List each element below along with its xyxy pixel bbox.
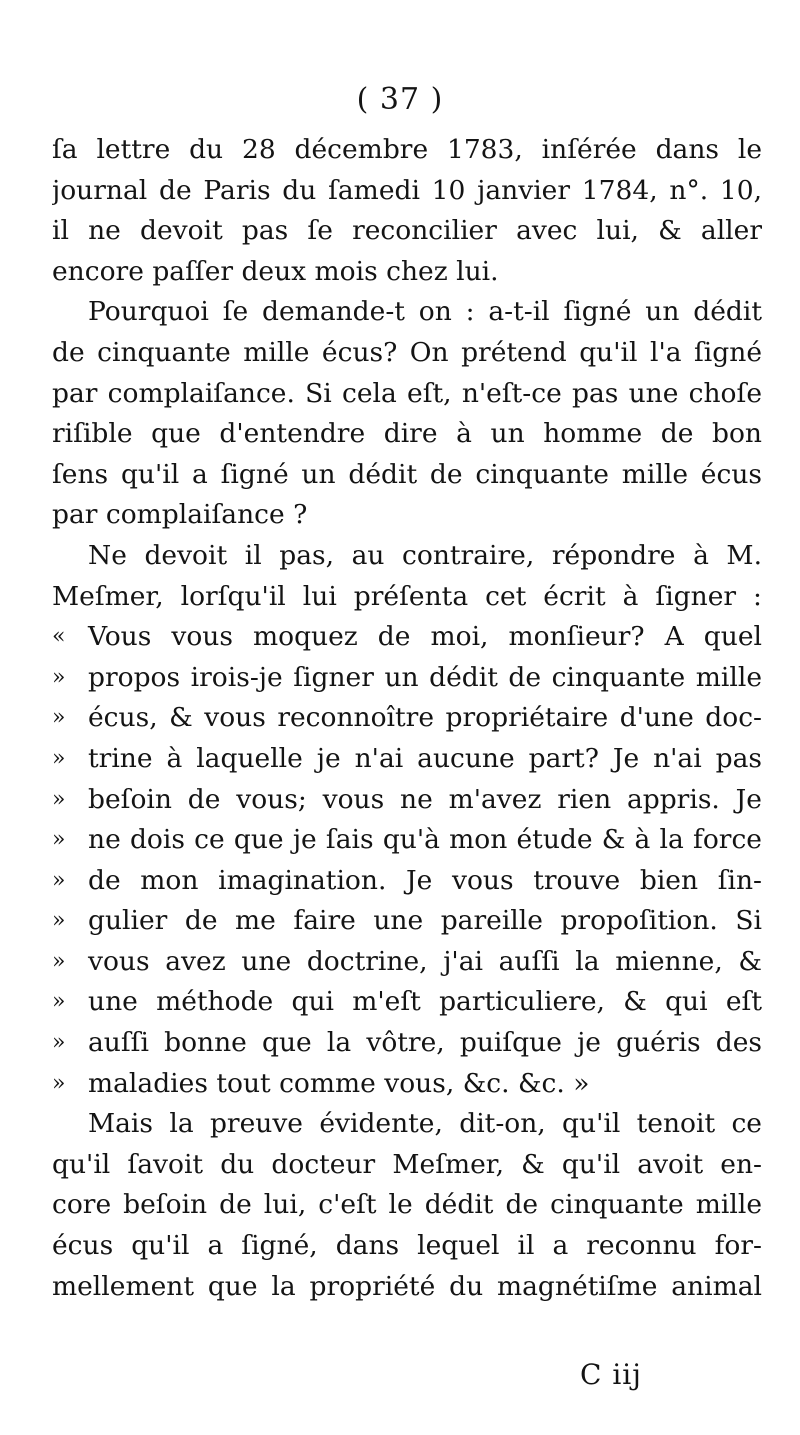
line-text: il ne devoit pas ſe reconcilier avec lui, & aller bbox=[52, 215, 762, 247]
text-line bbox=[52, 333, 762, 374]
text-line bbox=[52, 374, 762, 415]
line-text: qu'il ſavoit du docteur Meſmer, & qu'il avoit en- bbox=[52, 1148, 762, 1180]
line-text: par complaiſance ? bbox=[52, 499, 308, 531]
quote-mark: » bbox=[52, 786, 66, 812]
text-line bbox=[52, 861, 762, 902]
line-text: vous avez une doctrine, j'ai auſſi la mienne, & bbox=[88, 945, 762, 977]
body-text bbox=[52, 130, 762, 1307]
text-line bbox=[52, 455, 762, 496]
text-line bbox=[52, 1226, 762, 1267]
quote-mark: » bbox=[52, 827, 66, 853]
page-number: ( 37 ) bbox=[356, 82, 444, 117]
text-line bbox=[52, 130, 762, 171]
line-text: par complaiſance. Si cela eſt, n'eſt-ce pas une choſe bbox=[52, 377, 762, 409]
text-line bbox=[52, 739, 762, 780]
text-line bbox=[52, 414, 762, 455]
text-line bbox=[52, 658, 762, 699]
line-text: trine à laquelle je n'ai aucune part? Je n'ai pas bbox=[88, 742, 762, 774]
text-line bbox=[52, 252, 762, 293]
line-text: Ne devoit il pas, au contraire, répondre à M. bbox=[88, 539, 762, 571]
line-text: ſa lettre du 28 décembre 1783, inſérée dans le bbox=[52, 134, 762, 165]
text-line bbox=[52, 820, 762, 861]
quote-mark: » bbox=[52, 1070, 66, 1096]
line-text: riſible que d'entendre dire à un homme de bon bbox=[52, 418, 762, 450]
line-text: journal de Paris du ſamedi 10 janvier 1784, n°. 10, bbox=[52, 174, 762, 206]
line-text: écus, & vous reconnoître propriétaire d'une doc- bbox=[88, 702, 762, 734]
line-text: écus qu'il a ſigné, dans lequel il a reconnu for- bbox=[52, 1230, 762, 1262]
line-text: encore paſſer deux mois chez lui. bbox=[52, 255, 499, 287]
text-line bbox=[52, 982, 762, 1023]
line-text: propos irois-je ſigner un dédit de cinquante mille bbox=[88, 661, 762, 693]
text-line bbox=[52, 1145, 762, 1186]
quote-mark: » bbox=[52, 948, 66, 974]
quote-mark: » bbox=[52, 1030, 66, 1056]
text-line bbox=[52, 171, 762, 212]
text-line bbox=[52, 211, 762, 252]
text-line bbox=[52, 901, 762, 942]
line-text: core beſoin de lui, c'eſt le dédit de cinquante mille bbox=[52, 1189, 762, 1221]
line-text: ſens qu'il a ſigné un dédit de cinquante mille écus bbox=[52, 458, 762, 490]
quote-mark: « bbox=[52, 624, 66, 650]
text-line bbox=[52, 1185, 762, 1226]
quote-mark: » bbox=[52, 989, 66, 1015]
quote-mark: » bbox=[52, 705, 66, 731]
line-text: auſſi bonne que la vôtre, puiſque je guéris des bbox=[88, 1027, 762, 1059]
quote-mark: » bbox=[52, 664, 66, 690]
text-line bbox=[52, 780, 762, 821]
text-line bbox=[52, 1064, 762, 1105]
line-text: une méthode qui m'eſt particuliere, & qui eſt bbox=[88, 986, 762, 1018]
line-text: ne dois ce que je ſais qu'à mon étude & à la force bbox=[88, 824, 762, 856]
line-text: Meſmer, lorſqu'il lui préſenta cet écrit à ſigner : bbox=[52, 580, 762, 612]
text-line bbox=[52, 536, 762, 577]
quote-mark: » bbox=[52, 908, 66, 934]
text-line bbox=[52, 495, 762, 536]
line-text: de mon imagination. Je vous trouve bien ſin- bbox=[88, 864, 762, 896]
line-text: Mais la preuve évidente, dit-on, qu'il tenoit ce bbox=[88, 1108, 762, 1140]
line-text: de cinquante mille écus? On prétend qu'il l'a ſigné bbox=[52, 336, 762, 368]
text-line bbox=[52, 292, 762, 333]
line-text: maladies tout comme vous, &c. &c. » bbox=[88, 1067, 590, 1099]
text-line bbox=[52, 577, 762, 618]
line-text: gulier de me faire une pareille propoſition. Si bbox=[88, 905, 762, 937]
quote-mark: » bbox=[52, 867, 66, 893]
text-line bbox=[52, 617, 762, 658]
signature-mark: C iij bbox=[580, 1358, 642, 1391]
text-line bbox=[52, 1104, 762, 1145]
line-text: beſoin de vous; vous ne m'avez rien appris. Je bbox=[88, 783, 762, 815]
line-text: Vous vous moquez de moi, monſieur? A quel bbox=[88, 621, 762, 653]
text-line bbox=[52, 942, 762, 983]
line-text: mellement que la propriété du magnétiſme animal bbox=[52, 1270, 762, 1302]
text-line bbox=[52, 1023, 762, 1064]
line-text: Pourquoi ſe demande-t on : a-t-il ſigné un dédit bbox=[88, 296, 762, 328]
text-line bbox=[52, 1267, 762, 1308]
quote-mark: » bbox=[52, 745, 66, 771]
text-line bbox=[52, 698, 762, 739]
